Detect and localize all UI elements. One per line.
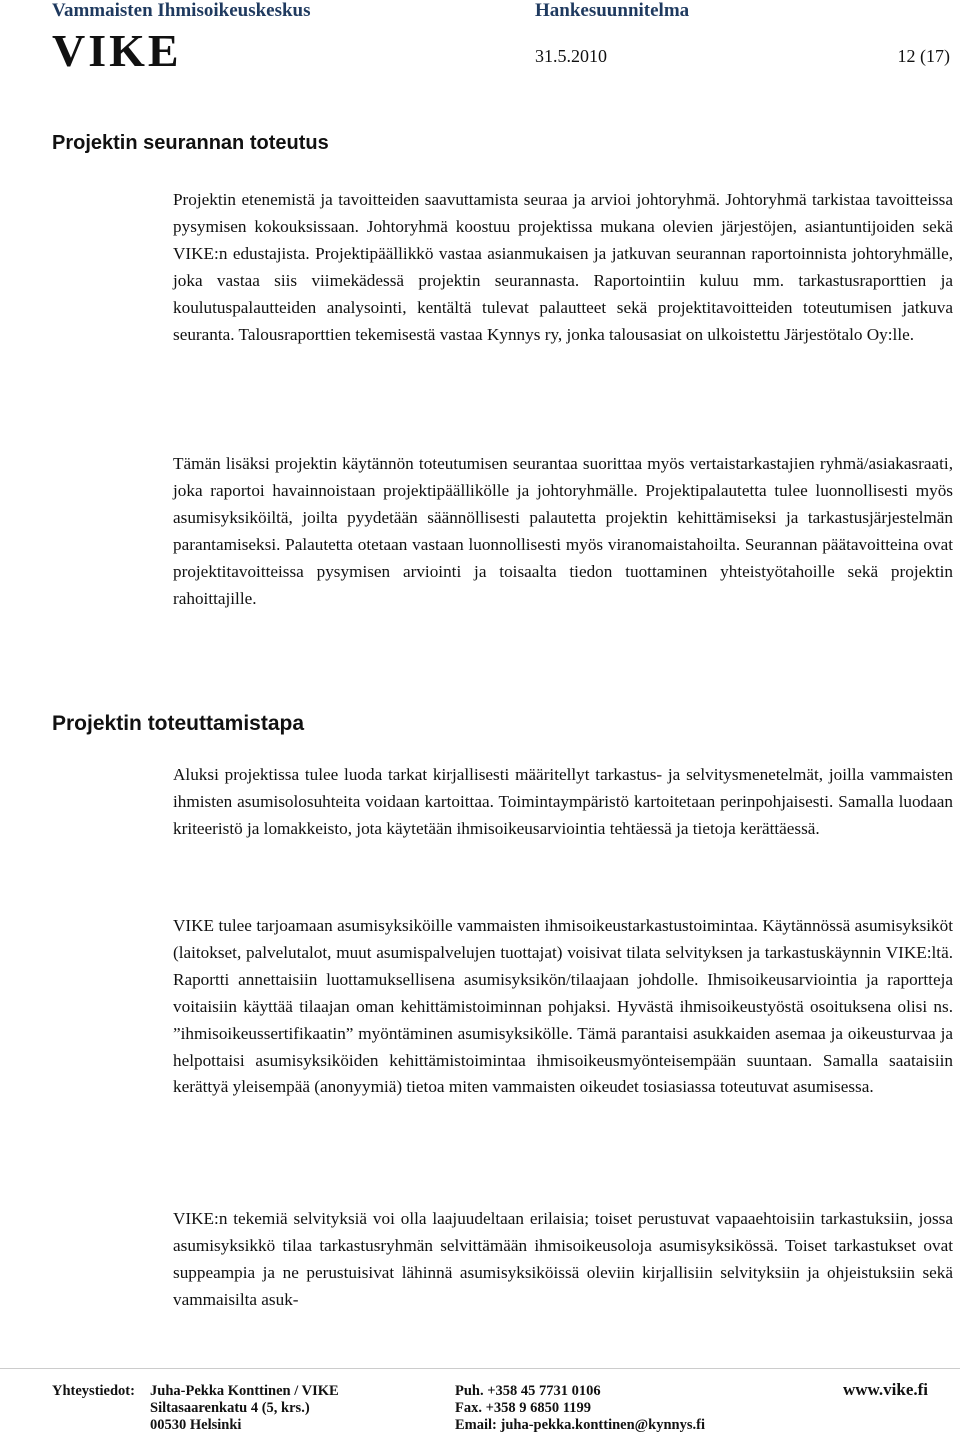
section-heading-monitoring: Projektin seurannan toteutus bbox=[52, 132, 329, 154]
paragraph: Tämän lisäksi projektin käytännön toteutumisen seurantaa suorittaa myös vertaistarkastajien ryhmä/asiakasraati, joka raportoi havainnoistaan projektipäällikölle ja johtoryhmälle. Projektipalautetta tulee luonnollisesti myös asumisyksiköiltä, joilta pyydetään säännöllisesti palautetta projektin kehittämiseksi ja tarkastusjärjestelmän parantamiseksi. Palautetta otetaan vastaan luonnollisesti myös viranomaistahoilta. Seurannan päätavoitteina ovat projektitavoitteissa pysymisen arviointi ja toisaalta tiedon tuottaminen yhteistyötahoille sekä projektin rahoittajille. bbox=[173, 454, 953, 608]
footer-phone: Puh. +358 45 7731 0106 bbox=[455, 1383, 601, 1399]
paragraph: VIKE tulee tarjoamaan asumisyksiköille vammaisten ihmisoikeustarkastustoimintaa. Käytännössä asumisyksiköt (laitokset, palvelutalot, muut asumispalvelujen tuottajat) voisivat tilata selvityksen ja tarkastuskäynnin VIKE:ltä. Raportti annettaisiin luottamuksellisena asumisyksikön/tilaajaan johdolle. Ihmisoikeusarviointia ja raportteja voitaisiin käyttää tilaajan oman kehittämistoiminnan pohjaksi. Hyvästä ihmisoikeustyöstä osoituksena olisi ns. ”ihmisoikeussertifikaatin” myöntäminen asumisyksikölle. Tämä parantaisi asukkaiden asemaa ja oikeusturvaa ja helpottaisi asumisyksiköiden kehittämistoimintaa ihmisoikeusmyönteisempään suuntaan. Samalla saataisiin kerättyä yleisempää (anonyymiä) tietoa miten vammaisten oikeudet tosiasiassa toteutuvat asumisessa. bbox=[173, 916, 953, 1097]
document-type: Hankesuunnitelma bbox=[535, 0, 690, 21]
footer-divider bbox=[0, 1368, 960, 1369]
page-number: 12 (17) bbox=[897, 46, 950, 66]
paragraph: VIKE:n tekemiä selvityksiä voi olla laajuudeltaan erilaisia; toiset perustuvat vapaaehtoisiin tarkastuksiin, jossa asumisyksikkö tilaa tarkastusryhmän selvittämään ihmisoikeusoloja asumisyksikössä. Toiset tarkastukset ovat suppeampia ja ne perustuisivat lähinnä asumisyksiköissä oleviin kirjallisiin selvityksiin ja ohjeistuksiin sekä vammaisilta asuk- bbox=[173, 1209, 953, 1309]
footer-street: Siltasaarenkatu 4 (5, krs.) bbox=[150, 1400, 310, 1416]
footer-address bbox=[150, 1383, 339, 1434]
paragraph: Aluksi projektissa tulee luoda tarkat kirjallisesti määritellyt tarkastus- ja selvitysmenetelmät, joilla vammaisten ihmisten asumisolosuhteita voidaan kartoittaa. Toimintaympäristö kartoitetaan perinpohjaisesti. Samalla luodaan kriteeristö ja lomakkeisto, jota käytetään ihmisoikeusarviointia tehtäessä ja tietoja kerättäessä. bbox=[173, 765, 953, 838]
section-heading-implementation: Projektin toteuttamistapa bbox=[52, 712, 305, 735]
paragraph: Projektin etenemistä ja tavoitteiden saavuttamista seuraa ja arvioi johtoryhmä. Johtoryhmä tarkistaa tavoitteissa pysymisen kokouksissaan. Johtoryhmä koostuu projektissa mukana olevien järjestöjen, asiantuntijoiden sekä VIKE:n edustajista. Projektipäällikkö vastaa asianmukaisen ja jatkuvan seurannan raportoinnista johtoryhmälle, joka vastaa siis viimekädessä projektin seurannasta. Raportointiin kuluu mm. tarkastusraporttien ja koulutuspalautteiden analysointi, kentältä tulevat palautteet sekä projektitavoitteiden toteutumisen jatkuva seuranta. Talousraporttien tekemisestä vastaa Kynnys ry, jonka talousasiat on ulkoistettu Järjestötalo Oy:lle. bbox=[173, 190, 953, 344]
document-date: 31.5.2010 bbox=[535, 46, 607, 66]
footer-email[interactable]: Email: juha-pekka.konttinen@kynnys.fi bbox=[455, 1417, 705, 1433]
organization-name: Vammaisten Ihmisoikeuskeskus bbox=[52, 0, 311, 21]
footer-contact-name: Juha-Pekka Konttinen / VIKE bbox=[150, 1383, 339, 1399]
vike-logo: VIKE bbox=[52, 25, 182, 76]
footer-fax: Fax. +358 9 6850 1199 bbox=[455, 1400, 591, 1416]
footer-contacts bbox=[455, 1383, 705, 1434]
footer-website-link[interactable]: www.vike.fi bbox=[843, 1380, 928, 1399]
footer-postal: 00530 Helsinki bbox=[150, 1417, 242, 1433]
footer-label: Yhteystiedot: bbox=[52, 1383, 135, 1399]
